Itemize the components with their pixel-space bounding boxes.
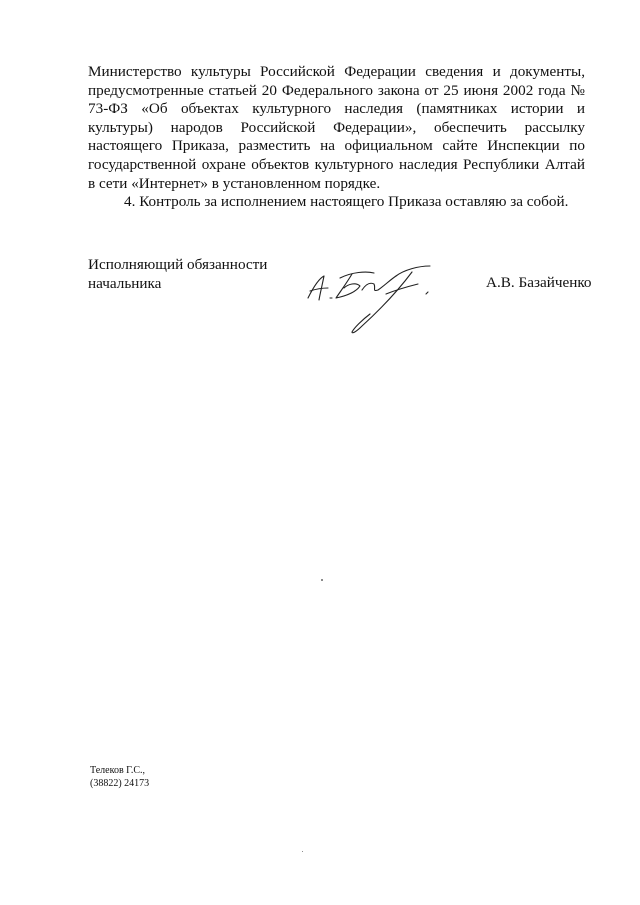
document-body — [88, 63, 585, 212]
signatory-title-line-1: Исполняющий обязанности — [88, 256, 268, 273]
signatory-title — [88, 256, 267, 293]
executor-name: Телеков Г.С., — [90, 765, 145, 776]
scan-speck — [321, 579, 323, 581]
body-paragraph-control: 4. Контроль за исполнением настоящего Приказа оставляю за собой. — [124, 193, 569, 211]
signatory-title-line-2: начальника — [88, 274, 162, 292]
executor-phone: (38822) 24173 — [90, 778, 150, 789]
executor-info — [90, 764, 149, 790]
signatory-name: А.В. Базайченко — [486, 274, 592, 291]
body-paragraph: Министерство культуры Российской Федерации сведения и документы, предусмотренные статьей 20 Федерального закона от 25 июня 2002 года № 73-ФЗ «Об объектах культурного наследия (памятниках истории и культуры) народов Российской Федерации», обеспечить рассылку настоящего Приказа, разместить на официальном сайте Инспекции по государственной охране объектов культурного наследия Республики Алтай в сети «Интернет» в установленном порядке. — [88, 63, 585, 192]
scan-speck — [302, 851, 303, 852]
handwritten-signature — [300, 258, 450, 338]
